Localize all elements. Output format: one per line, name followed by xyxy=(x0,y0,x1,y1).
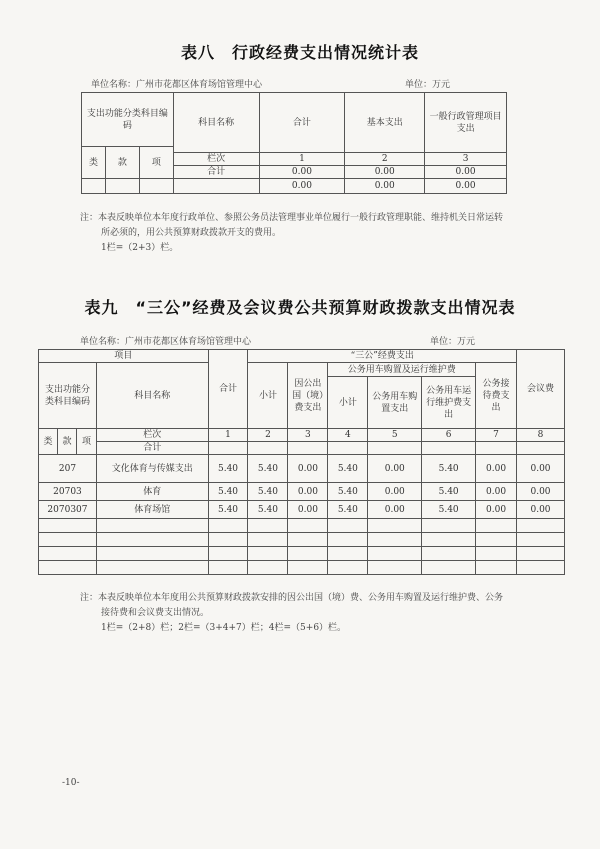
t9-header-xiang: 项 xyxy=(76,429,96,455)
t9-empty-cell xyxy=(248,442,288,455)
t9-empty-cell xyxy=(422,533,476,547)
t8-row-cell: 0.00 xyxy=(259,179,345,194)
t9-empty-cell xyxy=(422,547,476,561)
table9-title: 表九 “三公”经费及会议费公共预算财政拨款支出情况表 xyxy=(84,298,516,317)
table-row xyxy=(39,501,565,519)
t9-header-abroad: 因公出国（境）费支出 xyxy=(288,363,328,429)
t9-row-value: 0.00 xyxy=(517,501,565,519)
t8-colnum: 1 xyxy=(259,153,345,166)
t8-header-code: 支出功能分类科目编码 xyxy=(82,93,174,147)
table8-notes xyxy=(80,211,503,256)
t9-colnum: 4 xyxy=(328,429,368,442)
t8-header-basic: 基本支出 xyxy=(345,93,425,153)
t9-heji: 合计 xyxy=(96,442,208,455)
t8-empty-cell xyxy=(173,179,259,194)
t9-empty-cell xyxy=(96,561,208,575)
t8-empty-cell xyxy=(139,179,173,194)
t9-empty-cell xyxy=(517,547,565,561)
t9-header-car-group: 公务用车购置及运行维护费 xyxy=(328,363,476,377)
t8-row-cell: 0.00 xyxy=(425,179,507,194)
t9-empty-cell xyxy=(248,533,288,547)
t9-row-value: 5.40 xyxy=(422,501,476,519)
t9-empty-cell xyxy=(39,561,97,575)
t9-row-value: 0.00 xyxy=(368,455,422,483)
t8-header-name: 科目名称 xyxy=(173,93,259,153)
t9-row-value: 5.40 xyxy=(328,455,368,483)
t9-header-sangong: “三公”经费支出 xyxy=(248,350,517,363)
t9-row-value: 5.40 xyxy=(422,483,476,501)
t9-empty-cell xyxy=(96,533,208,547)
t8-total-cell: 0.00 xyxy=(345,166,425,179)
t9-empty-cell xyxy=(39,547,97,561)
t9-colnum: 1 xyxy=(208,429,248,442)
page-number: -10- xyxy=(62,778,80,788)
t9-row-value: 0.00 xyxy=(517,483,565,501)
t9-empty-cell xyxy=(288,519,328,533)
t9-row-value: 5.40 xyxy=(248,483,288,501)
t9-colnum: 2 xyxy=(248,429,288,442)
t9-row-value: 5.40 xyxy=(248,501,288,519)
t8-header-xiang: 项 xyxy=(139,147,173,179)
table-row xyxy=(39,547,565,561)
t9-empty-cell xyxy=(422,442,476,455)
t9-empty-cell xyxy=(517,442,565,455)
t9-empty-cell xyxy=(96,519,208,533)
t9-row-value: 5.40 xyxy=(208,501,248,519)
t8-header-total: 合计 xyxy=(259,93,345,153)
t9-empty-cell xyxy=(288,533,328,547)
t9-row-value: 0.00 xyxy=(517,455,565,483)
t9-row-code: 20703 xyxy=(39,483,97,501)
t9-empty-cell xyxy=(248,547,288,561)
t9-row-name: 体育 xyxy=(96,483,208,501)
t8-header-kuan: 款 xyxy=(105,147,139,179)
t9-header-lei: 类 xyxy=(39,429,58,455)
t9-empty-cell xyxy=(476,561,517,575)
t8-colnum: 3 xyxy=(425,153,507,166)
t9-empty-cell xyxy=(476,442,517,455)
table8-unit-label: 单位名称：广州市花都区体育场馆管理中心 xyxy=(91,80,263,90)
t9-header-code: 支出功能分类科目编码 xyxy=(39,363,97,429)
t9-row-value: 5.40 xyxy=(208,455,248,483)
t9-empty-cell xyxy=(208,561,248,575)
t9-row-value: 0.00 xyxy=(288,483,328,501)
t9-row-value: 0.00 xyxy=(288,455,328,483)
note-line: 注：本表反映单位本年度用公共预算财政拨款安排的因公出国（境）费、公务用车购置及运行维护费、公务 xyxy=(80,593,504,603)
t9-row-code: 2070307 xyxy=(39,501,97,519)
t9-empty-cell xyxy=(248,561,288,575)
t9-empty-cell xyxy=(517,519,565,533)
t9-row-code: 207 xyxy=(39,455,97,483)
t9-row-name: 文化体育与传媒支出 xyxy=(96,455,208,483)
t8-total-cell: 0.00 xyxy=(259,166,345,179)
table9-notes xyxy=(80,591,503,636)
t9-empty-cell xyxy=(368,561,422,575)
t9-empty-cell xyxy=(328,533,368,547)
note-line: 所必须的，用公共预算财政拨款开支的费用。 xyxy=(101,228,282,238)
t9-empty-cell xyxy=(328,561,368,575)
t9-empty-cell xyxy=(208,547,248,561)
t9-colnum: 7 xyxy=(476,429,517,442)
t9-header-meeting: 会议费 xyxy=(517,350,565,429)
t9-header-car-buy: 公务用车购置支出 xyxy=(368,377,422,429)
t8-row-cell: 0.00 xyxy=(345,179,425,194)
t8-lanci: 栏次 xyxy=(173,153,259,166)
t9-empty-cell xyxy=(368,442,422,455)
t8-header-lei: 类 xyxy=(82,147,106,179)
table9-unit-label: 单位名称：广州市花都区体育场馆管理中心 xyxy=(80,337,252,347)
t9-empty-cell xyxy=(328,519,368,533)
note-line: 1栏=（2+3）栏。 xyxy=(101,243,179,253)
table-row xyxy=(39,533,565,547)
table-row xyxy=(39,561,565,575)
t9-row-value: 0.00 xyxy=(476,501,517,519)
t9-row-value: 5.40 xyxy=(248,455,288,483)
t9-empty-cell xyxy=(39,519,97,533)
t9-colnum: 6 xyxy=(422,429,476,442)
t9-empty-cell xyxy=(422,519,476,533)
t9-header-car-run: 公务用车运行维护费支出 xyxy=(422,377,476,429)
t9-row-value: 0.00 xyxy=(288,501,328,519)
t9-empty-cell xyxy=(368,533,422,547)
t9-empty-cell xyxy=(208,519,248,533)
t9-lanci: 栏次 xyxy=(96,429,208,442)
t9-empty-cell xyxy=(517,533,565,547)
t9-header-xiangmu: 项目 xyxy=(39,350,209,363)
t9-empty-cell xyxy=(248,519,288,533)
t9-row-name: 体育场馆 xyxy=(96,501,208,519)
t9-empty-cell xyxy=(517,561,565,575)
t9-header-car-subtotal: 小计 xyxy=(328,377,368,429)
t9-empty-cell xyxy=(476,519,517,533)
t9-empty-cell xyxy=(39,533,97,547)
t9-row-value: 5.40 xyxy=(422,455,476,483)
t9-colnum: 3 xyxy=(288,429,328,442)
t8-empty-cell xyxy=(82,179,106,194)
table8-unit-currency: 单位：万元 xyxy=(405,80,451,90)
t8-header-general: 一般行政管理项目支出 xyxy=(425,93,507,153)
t8-colnum: 2 xyxy=(345,153,425,166)
t8-total-cell: 0.00 xyxy=(425,166,507,179)
table9-unit-currency: 单位：万元 xyxy=(430,337,476,347)
table9 xyxy=(38,349,565,575)
t9-empty-cell xyxy=(288,561,328,575)
t8-empty-cell xyxy=(105,179,139,194)
t9-empty-cell xyxy=(96,547,208,561)
table-row xyxy=(39,455,565,483)
t9-empty-cell xyxy=(288,547,328,561)
t9-row-value: 5.40 xyxy=(328,483,368,501)
t9-empty-cell xyxy=(368,519,422,533)
t9-row-value: 0.00 xyxy=(476,483,517,501)
t9-empty-cell xyxy=(208,533,248,547)
note-line: 1栏=（2+8）栏；2栏=（3+4+7）栏；4栏=（5+6）栏。 xyxy=(101,623,347,633)
t9-header-reception: 公务接待费支出 xyxy=(476,363,517,429)
t9-empty-cell xyxy=(288,442,328,455)
t9-empty-cell xyxy=(208,442,248,455)
t9-colnum: 5 xyxy=(368,429,422,442)
t9-empty-cell xyxy=(328,442,368,455)
note-line: 接待费和会议费支出情况。 xyxy=(101,608,210,618)
t9-row-value: 5.40 xyxy=(208,483,248,501)
t9-empty-cell xyxy=(476,547,517,561)
t9-empty-cell xyxy=(328,547,368,561)
t9-header-name: 科目名称 xyxy=(96,363,208,429)
t9-row-value: 0.00 xyxy=(368,501,422,519)
t9-empty-cell xyxy=(476,533,517,547)
t9-row-value: 5.40 xyxy=(328,501,368,519)
table8 xyxy=(81,92,507,194)
t9-empty-cell xyxy=(368,547,422,561)
t9-header-total: 合计 xyxy=(208,350,248,429)
t9-colnum: 8 xyxy=(517,429,565,442)
t9-header-subtotal: 小计 xyxy=(248,363,288,429)
note-line: 注：本表反映单位本年度行政单位、参照公务员法管理事业单位履行一般行政管理职能、维持机关日常运转 xyxy=(80,213,504,223)
t9-row-value: 0.00 xyxy=(476,455,517,483)
table-row xyxy=(39,483,565,501)
t9-row-value: 0.00 xyxy=(368,483,422,501)
t8-heji: 合计 xyxy=(173,166,259,179)
t9-empty-cell xyxy=(422,561,476,575)
table8-title: 表八 行政经费支出情况统计表 xyxy=(180,43,419,62)
table-row xyxy=(39,519,565,533)
t9-header-kuan: 款 xyxy=(57,429,76,455)
